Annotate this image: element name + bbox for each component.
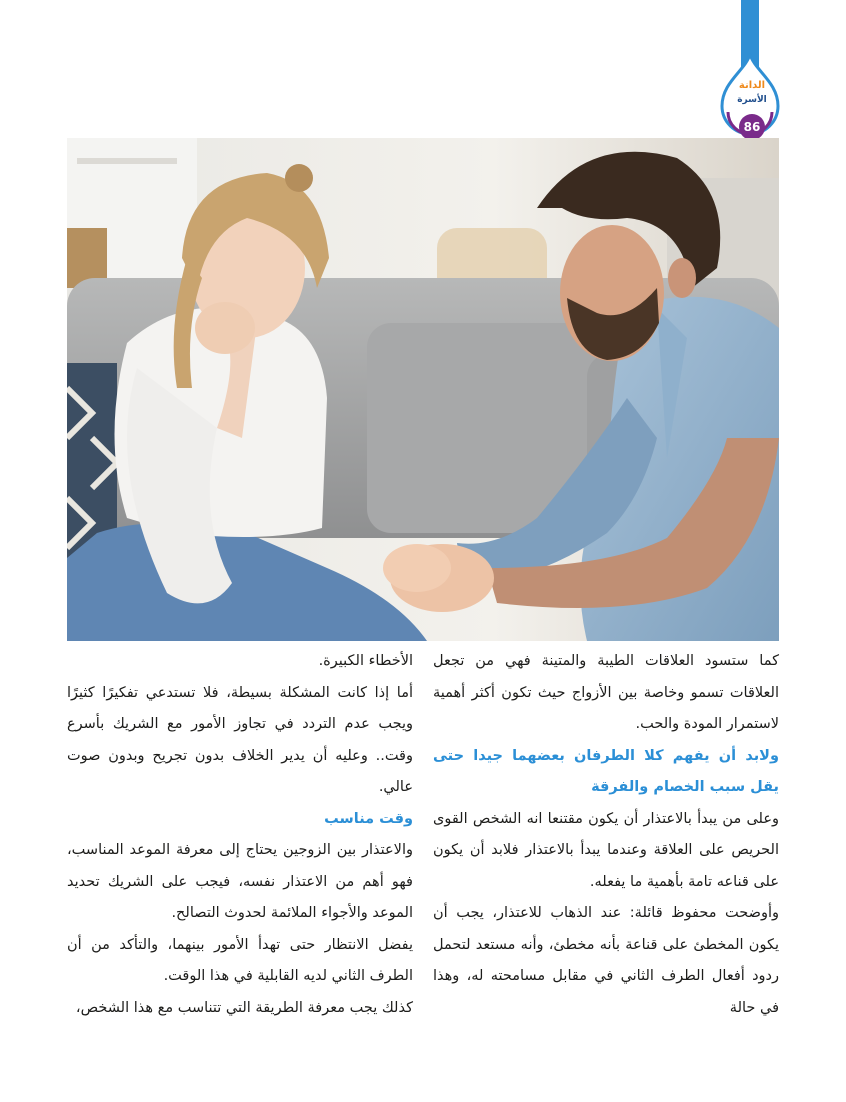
subheading: وقت مناسب [324, 810, 413, 827]
paragraph: كذلك يجب معرفة الطريقة التي تتناسب مع هذا الشخص، [75, 999, 413, 1016]
couple-on-sofa-photo [67, 138, 779, 641]
article-column-right [433, 646, 779, 1024]
paragraph: وعلى من يبدأ بالاعتذار أن يكون مقتنعا انه الشخص القوى الحريص على العلاقة وعندما يبدأ بالاعتذار فلابد أن يكون على قناعه تامة بأهمية ما يفعله. [433, 810, 779, 890]
article-column-left [67, 646, 413, 1024]
magazine-logo: الدانة [738, 80, 766, 91]
highlight-heading: ولابد أن يفهم كلا الطرفان بعضهما جيدا حتى يقل سبب الخصام والفرقة [433, 747, 779, 795]
paragraph: وأوضحت محفوظ قائلة: عند الذهاب للاعتذار، يجب أن يكون المخطئ على قناعة بأنه مخطئ، وأنه مستعد لتحمل ردود أفعال الطرف الثاني في مقابل مسامحته له، وهذا في حالة [433, 905, 779, 1016]
paragraph: كما ستسود العلاقات الطيبة والمتينة فهي من تجعل العلاقات تسمو وخاصة بين الأزواج حيث تكون أكثر أهمية لاستمرار المودة والحب. [433, 653, 779, 732]
page-number: 86 [739, 114, 765, 140]
section-label: الأسرة [737, 95, 767, 105]
paragraph: أما إذا كانت المشكلة بسيطة، فلا تستدعي تفكيرًا كثيرًا ويجب عدم التردد في تجاوز الأمور مع الشريك بأسرع وقت.. وعليه أن يدير الخلاف بدون تجريح وبدون صوت عالي. [67, 684, 413, 795]
paragraph: الأخطاء الكبيرة. [318, 653, 413, 669]
paragraph: يفضل الانتظار حتى تهدأ الأمور بينهما، والتأكد من أن الطرف الثاني لديه القابلية في هذا الوقت. [67, 936, 413, 984]
paragraph: والاعتذار بين الزوجين يحتاج إلى معرفة الموعد المناسب، فهو أهم من الاعتذار نفسه، فيجب على الشريك تحديد الموعد والأجواء الملائمة لحدوث التصالح. [67, 842, 413, 921]
